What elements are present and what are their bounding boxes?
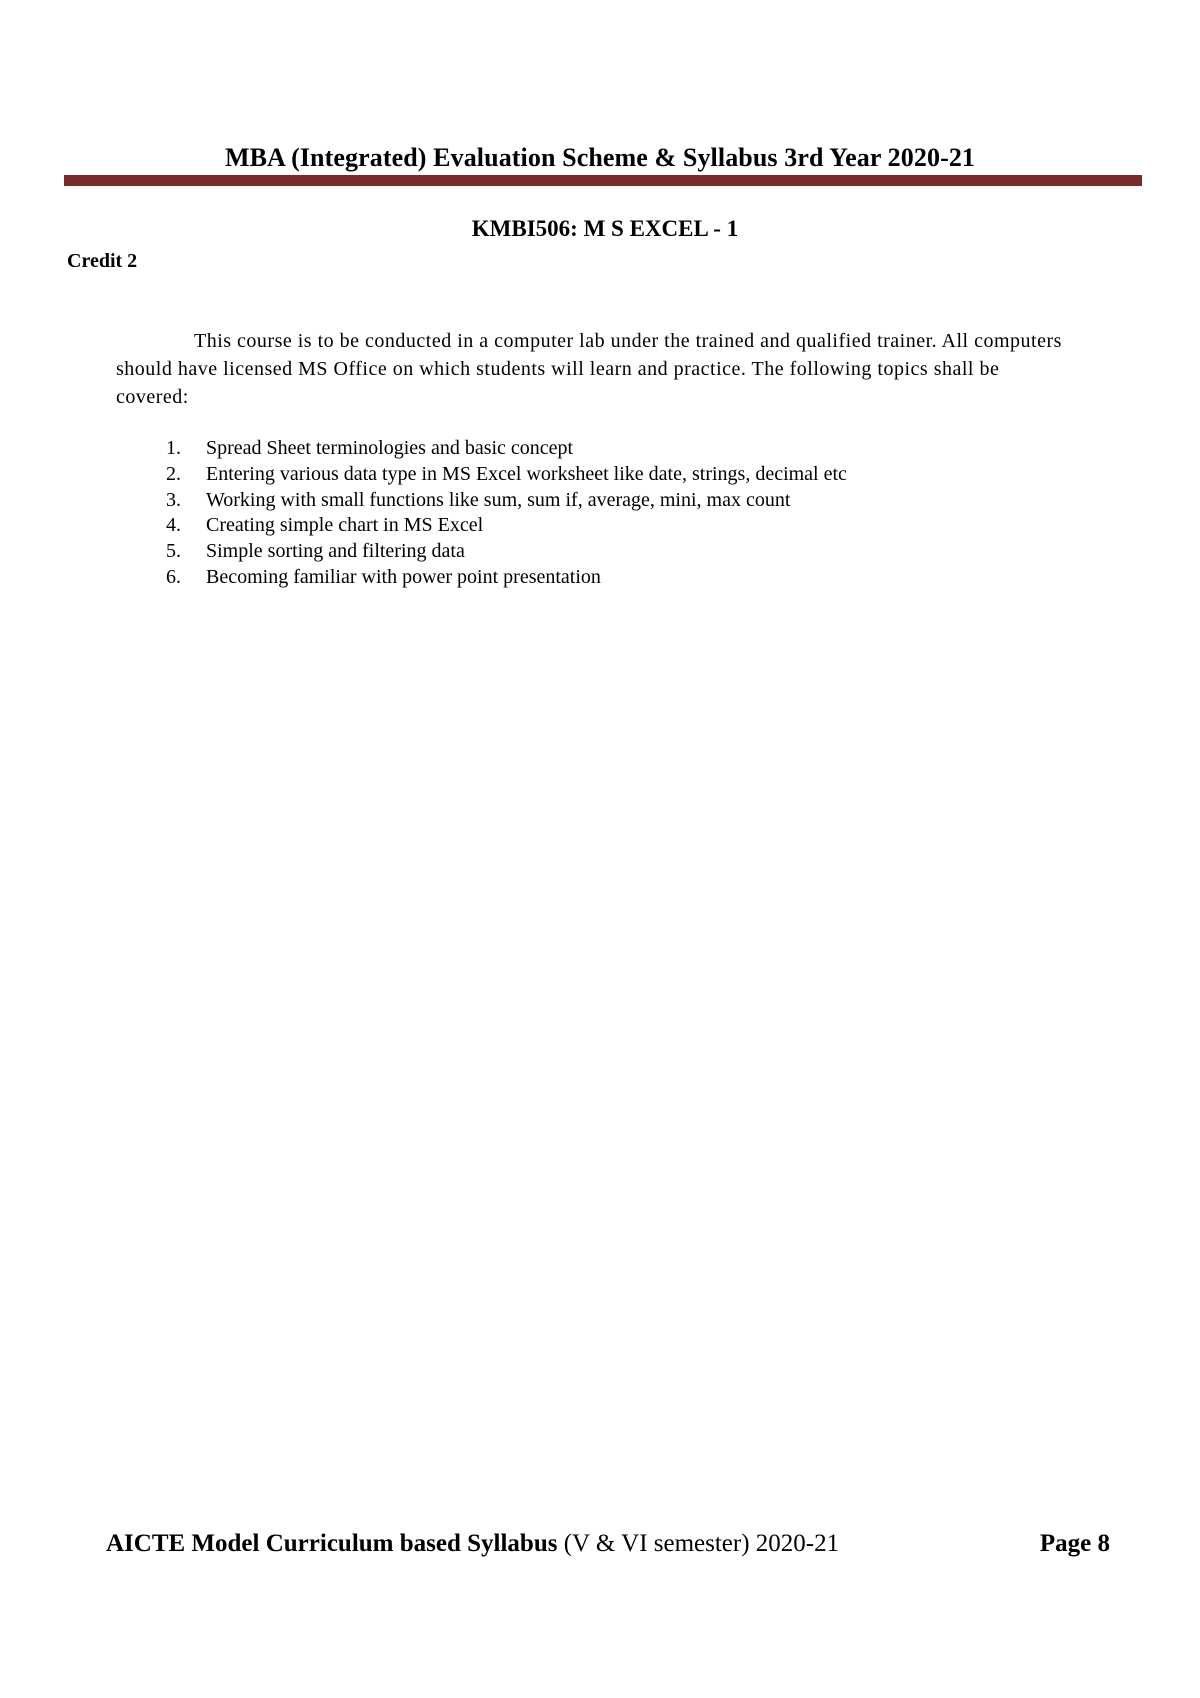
footer-curriculum-bold: AICTE Model Curriculum based Syllabus (106, 1530, 558, 1557)
list-item (160, 565, 847, 591)
list-item-text: Spread Sheet terminologies and basic concept (206, 437, 574, 459)
footer-page-number: Page 8 (1039, 1530, 1110, 1557)
list-item-text: Working with small functions like sum, sum if, average, mini, max count (206, 488, 791, 511)
list-item (160, 513, 847, 539)
list-item-number: 2. (166, 462, 181, 485)
course-title: KMBI506: M S EXCEL - 1 (471, 216, 739, 241)
list-item-number: 1. (166, 437, 181, 459)
list-item-text: Creating simple chart in MS Excel (206, 514, 484, 537)
list-item (160, 539, 847, 565)
list-item-number: 6. (166, 565, 181, 588)
list-item (160, 436, 847, 462)
list-item-text: Entering various data type in MS Excel worksheet like date, strings, decimal etc (206, 462, 847, 485)
list-item-text: Simple sorting and filtering data (206, 540, 465, 563)
footer-curriculum (106, 1530, 839, 1558)
header-rule-divider (64, 175, 1142, 186)
course-intro-paragraph: This course is to be conducted in a computer lab under the trained and qualified trainer. All computers should have licensed MS Office on which students will learn and practice. The following topics shall be covered: (116, 330, 1062, 408)
course-credit: Credit 2 (67, 250, 138, 272)
page-header-title: MBA (Integrated) Evaluation Scheme & Syllabus 3rd Year 2020-21 (224, 143, 976, 172)
footer-curriculum-rest: (V & VI semester) 2020-21 (557, 1530, 840, 1557)
list-item (160, 462, 847, 488)
list-item-number: 3. (166, 488, 181, 511)
list-item-text: Becoming familiar with power point presentation (206, 565, 601, 588)
list-item (160, 488, 847, 514)
list-item-number: 5. (166, 540, 181, 563)
list-item-number: 4. (166, 514, 181, 537)
topics-list (160, 436, 847, 591)
